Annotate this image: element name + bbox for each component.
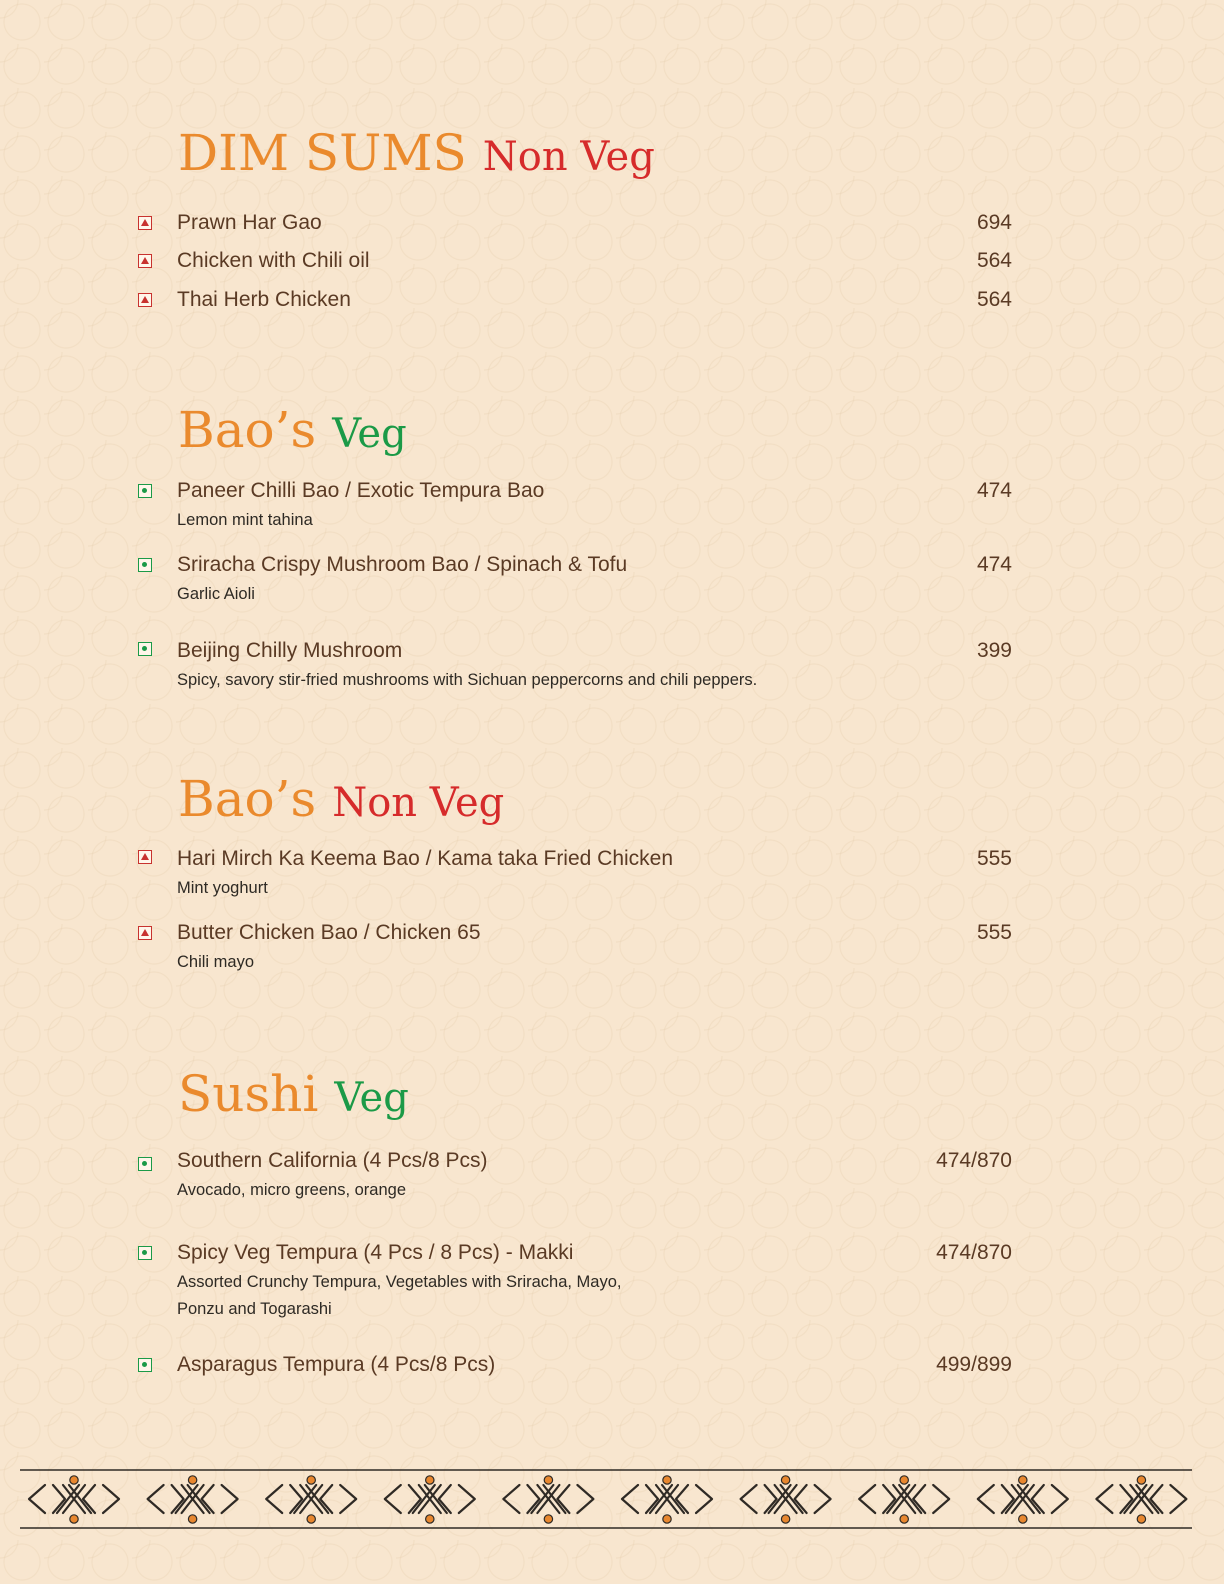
item-price: 555 [976,921,1012,944]
item-price: 694 [976,211,1012,234]
section-title-sub: Veg [334,1075,409,1121]
non-veg-mark-icon [138,216,152,230]
veg-mark-icon [138,484,152,498]
item-description: Lemon mint tahina [177,511,313,529]
item-price: 474/870 [936,1241,1012,1264]
item-price: 555 [976,847,1012,870]
section-title-sub: Non Veg [332,780,505,826]
item-description: Garlic Aioli [177,585,255,603]
item-name: Paneer Chilli Bao / Exotic Tempura Bao [177,479,545,502]
item-description: Assorted Crunchy Tempura, Vegetables with Sriracha, Mayo, [177,1273,622,1291]
item-name: Spicy Veg Tempura (4 Pcs / 8 Pcs) - Makki [177,1241,574,1264]
section-title-main: Sushi [178,1065,319,1123]
item-name: Chicken with Chili oil [177,249,370,272]
item-price: 564 [976,288,1012,311]
veg-mark-icon [138,1246,152,1260]
item-description-line2: Ponzu and Togarashi [177,1300,332,1318]
section-title-sub: Non Veg [482,134,655,180]
item-name: Hari Mirch Ka Keema Bao / Kama taka Fried Chicken [177,847,674,870]
item-description: Avocado, micro greens, orange [177,1181,406,1199]
item-description: Spicy, savory stir-fried mushrooms with Sichuan peppercorns and chili peppers. [177,671,758,689]
item-price: 474 [976,479,1012,502]
item-name: Prawn Har Gao [177,211,322,234]
item-name: Butter Chicken Bao / Chicken 65 [177,921,481,944]
section-title-main: DIM SUMS [178,124,467,182]
non-veg-mark-icon [138,293,152,307]
veg-mark-icon [138,1358,152,1372]
non-veg-mark-icon [138,926,152,940]
section-title-main: Bao’s [178,770,317,828]
section-title-sub: Veg [332,411,407,457]
item-description: Chili mayo [177,953,255,971]
veg-mark-icon [138,558,152,572]
section-title [178,770,504,828]
item-price: 474/870 [936,1149,1012,1172]
item-name: Sriracha Crispy Mushroom Bao / Spinach & Tofu [177,553,628,576]
item-description: Mint yoghurt [177,879,268,897]
item-price: 499/899 [936,1353,1012,1376]
item-name: Thai Herb Chicken [177,288,351,311]
veg-mark-icon [138,642,152,656]
section-title-main: Bao’s [178,401,317,459]
non-veg-mark-icon [138,850,152,864]
item-price: 564 [976,249,1012,272]
item-name: Asparagus Tempura (4 Pcs/8 Pcs) [177,1353,496,1376]
veg-mark-icon [138,1157,152,1171]
section-title [178,401,407,459]
tribal-pattern-border-icon [20,1468,1192,1530]
item-price: 399 [976,639,1012,662]
item-name: Southern California (4 Pcs/8 Pcs) [177,1149,488,1172]
item-name: Beijing Chilly Mushroom [177,639,403,662]
section-title [178,124,655,182]
item-price: 474 [976,553,1012,576]
non-veg-mark-icon [138,254,152,268]
section-title [178,1065,409,1123]
